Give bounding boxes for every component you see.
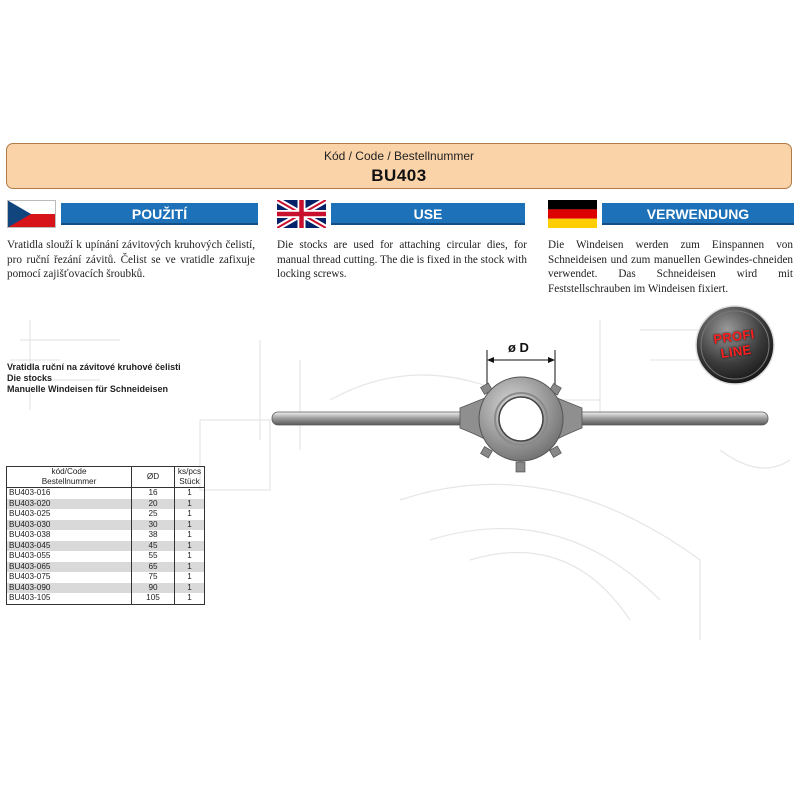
table-row <box>7 583 205 594</box>
row-qty: 1 <box>175 520 205 531</box>
table-row <box>7 509 205 520</box>
row-code: BU403-045 <box>7 541 132 552</box>
code-label: Kód / Code / Bestellnummer <box>323 149 475 163</box>
table-row <box>7 562 205 573</box>
spec-table <box>6 466 205 605</box>
row-diameter: 75 <box>132 572 175 583</box>
section-en <box>277 200 525 230</box>
row-diameter: 105 <box>132 593 175 604</box>
row-code: BU403-055 <box>7 551 132 562</box>
table-row <box>7 499 205 510</box>
row-qty: 1 <box>175 593 205 604</box>
row-qty: 1 <box>175 499 205 510</box>
row-diameter: 38 <box>132 530 175 541</box>
row-qty: 1 <box>175 562 205 573</box>
row-code: BU403-030 <box>7 520 132 531</box>
badge-line1: PROFI <box>712 326 756 347</box>
czech-flag-icon <box>7 200 56 228</box>
row-diameter: 30 <box>132 520 175 531</box>
table-row <box>7 551 205 562</box>
row-qty: 1 <box>175 509 205 520</box>
product-code: BU403 <box>371 166 427 185</box>
row-diameter: 20 <box>132 499 175 510</box>
table-row <box>7 530 205 541</box>
row-qty: 1 <box>175 530 205 541</box>
badge-line2: LINE <box>719 341 753 361</box>
table-row <box>7 488 205 499</box>
table-row <box>7 520 205 531</box>
section-title-cz: POUŽITÍ <box>61 203 258 225</box>
row-code: BU403-016 <box>7 488 132 499</box>
row-code: BU403-105 <box>7 593 132 604</box>
header-qty: ks/pcs Stück <box>175 467 205 488</box>
table-header-row <box>7 467 205 488</box>
product-names <box>7 362 181 395</box>
section-title-de: VERWENDUNG <box>602 203 794 225</box>
row-qty: 1 <box>175 572 205 583</box>
row-diameter: 16 <box>132 488 175 499</box>
description-en: Die stocks are used for attaching circular dies, for manual thread cutting. The die is fixed in the stock with locking screws. <box>277 239 527 280</box>
product-name-cz: Vratidla ruční na závitové kruhové čelisti <box>7 362 181 372</box>
table-row <box>7 572 205 583</box>
product-name-de: Manuelle Windeisen für Schneideisen <box>7 384 168 394</box>
row-code: BU403-038 <box>7 530 132 541</box>
row-qty: 1 <box>175 583 205 594</box>
diameter-label: ø D <box>508 340 529 355</box>
uk-flag-icon <box>277 200 326 228</box>
row-code: BU403-075 <box>7 572 132 583</box>
table-row <box>7 593 205 604</box>
row-diameter: 55 <box>132 551 175 562</box>
row-code: BU403-090 <box>7 583 132 594</box>
german-flag-icon <box>548 200 597 228</box>
row-diameter: 65 <box>132 562 175 573</box>
header-code: kód/Code Bestellnummer <box>7 467 132 488</box>
description-cz: Vratidla slouží k upínání závitových kruhových čelistí, pro ruční řezání závitů. Čelist se ve vratidle zafixuje pomocí zajišťovacích šroubků. <box>7 239 255 280</box>
section-title-en: USE <box>331 203 525 225</box>
row-code: BU403-065 <box>7 562 132 573</box>
row-qty: 1 <box>175 541 205 552</box>
header-diameter: ØD <box>132 467 175 488</box>
row-code: BU403-025 <box>7 509 132 520</box>
row-qty: 1 <box>175 551 205 562</box>
code-header <box>6 143 792 189</box>
row-code: BU403-020 <box>7 499 132 510</box>
section-de <box>548 200 794 230</box>
row-diameter: 45 <box>132 541 175 552</box>
product-name-en: Die stocks <box>7 373 53 383</box>
row-diameter: 90 <box>132 583 175 594</box>
table-row <box>7 541 205 552</box>
row-diameter: 25 <box>132 509 175 520</box>
description-de: Die Windeisen werden zum Einspannen von Schneideisen und zum manuellen Gewindes-chneiden verwendet. Das Schneideisen wird mit Feststellschrauben im Windeisen fixiert. <box>548 239 793 295</box>
section-cz <box>7 200 257 230</box>
row-qty: 1 <box>175 488 205 499</box>
